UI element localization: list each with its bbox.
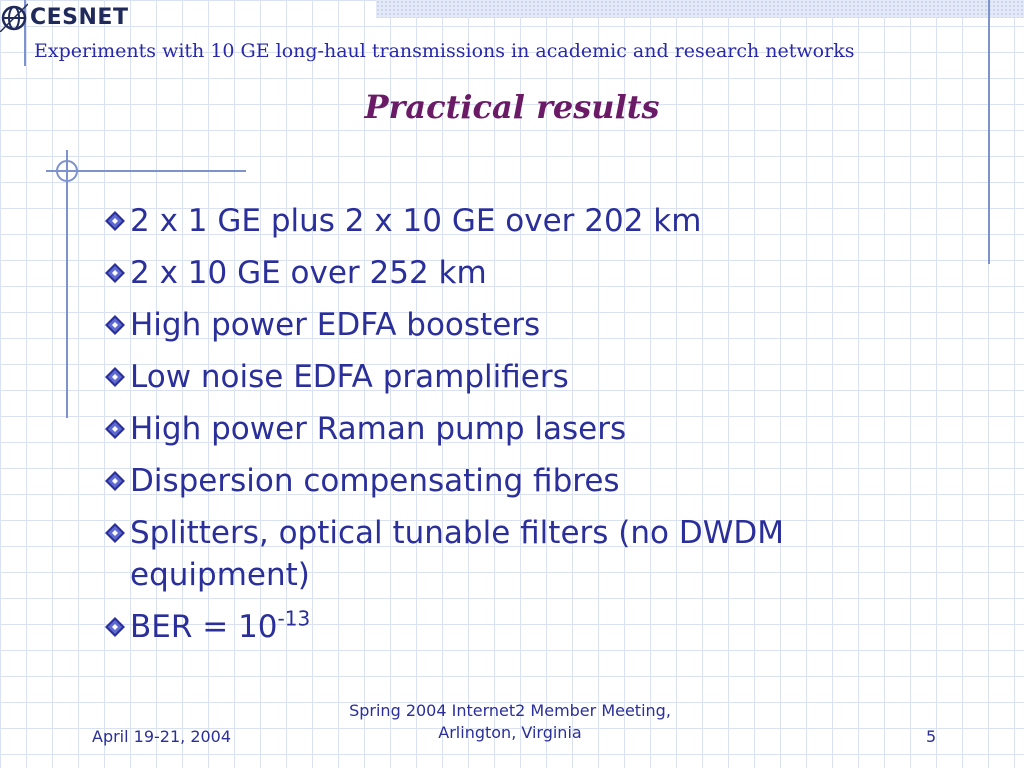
bullet-text: High power Raman pump lasers: [130, 411, 627, 447]
diamond-bullet-icon: [104, 200, 130, 242]
logo-text: CESNET: [30, 4, 129, 30]
diamond-bullet-icon: [104, 512, 130, 554]
decor-circle: [56, 160, 78, 182]
diamond-bullet-icon: [104, 356, 130, 398]
bullet-text: Dispersion compensating fibres: [130, 463, 620, 499]
bullet-item: [104, 408, 954, 450]
cesnet-globe-icon: [0, 2, 28, 32]
bullet-text: Splitters, optical tunable filters (no DWDM equipment): [130, 515, 784, 593]
ber-text: [130, 606, 954, 648]
bullet-text: High power EDFA boosters: [130, 307, 541, 343]
diamond-bullet-icon: [104, 304, 130, 346]
footer-event-line2: Arlington, Virginia: [438, 723, 582, 742]
diamond-bullet-icon: [104, 408, 130, 450]
bullet-list: [104, 200, 954, 658]
diamond-bullet-icon: [104, 252, 130, 294]
bullet-text: 2 x 1 GE plus 2 x 10 GE over 202 km: [130, 203, 702, 239]
diamond-bullet-icon: [104, 606, 130, 648]
slide-title: Practical results: [364, 88, 660, 126]
bullet-text: Low noise EDFA pramplifiers: [130, 359, 569, 395]
bullet-item-ber: [104, 606, 954, 648]
page-number: 5: [926, 727, 937, 746]
bullet-item: [104, 304, 954, 346]
bullet-text: 2 x 10 GE over 252 km: [130, 255, 487, 291]
bullet-item: [104, 460, 954, 502]
bullet-item: [104, 512, 954, 596]
bullet-item: [104, 252, 954, 294]
top-pattern-band: [376, 0, 1024, 18]
cesnet-logo: [0, 2, 160, 32]
ber-base: BER = 10: [130, 609, 278, 645]
decor-vertical-line-mid: [66, 150, 68, 418]
bullet-item: [104, 200, 954, 242]
ber-exponent: -13: [277, 606, 311, 631]
footer-event-line1: Spring 2004 Internet2 Member Meeting,: [349, 701, 671, 720]
presentation-title: Experiments with 10 GE long-haul transmissions in academic and research networks: [34, 40, 855, 62]
footer-date: April 19-21, 2004: [92, 727, 232, 746]
bullet-item: [104, 356, 954, 398]
footer-event: [320, 700, 700, 744]
diamond-bullet-icon: [104, 460, 130, 502]
